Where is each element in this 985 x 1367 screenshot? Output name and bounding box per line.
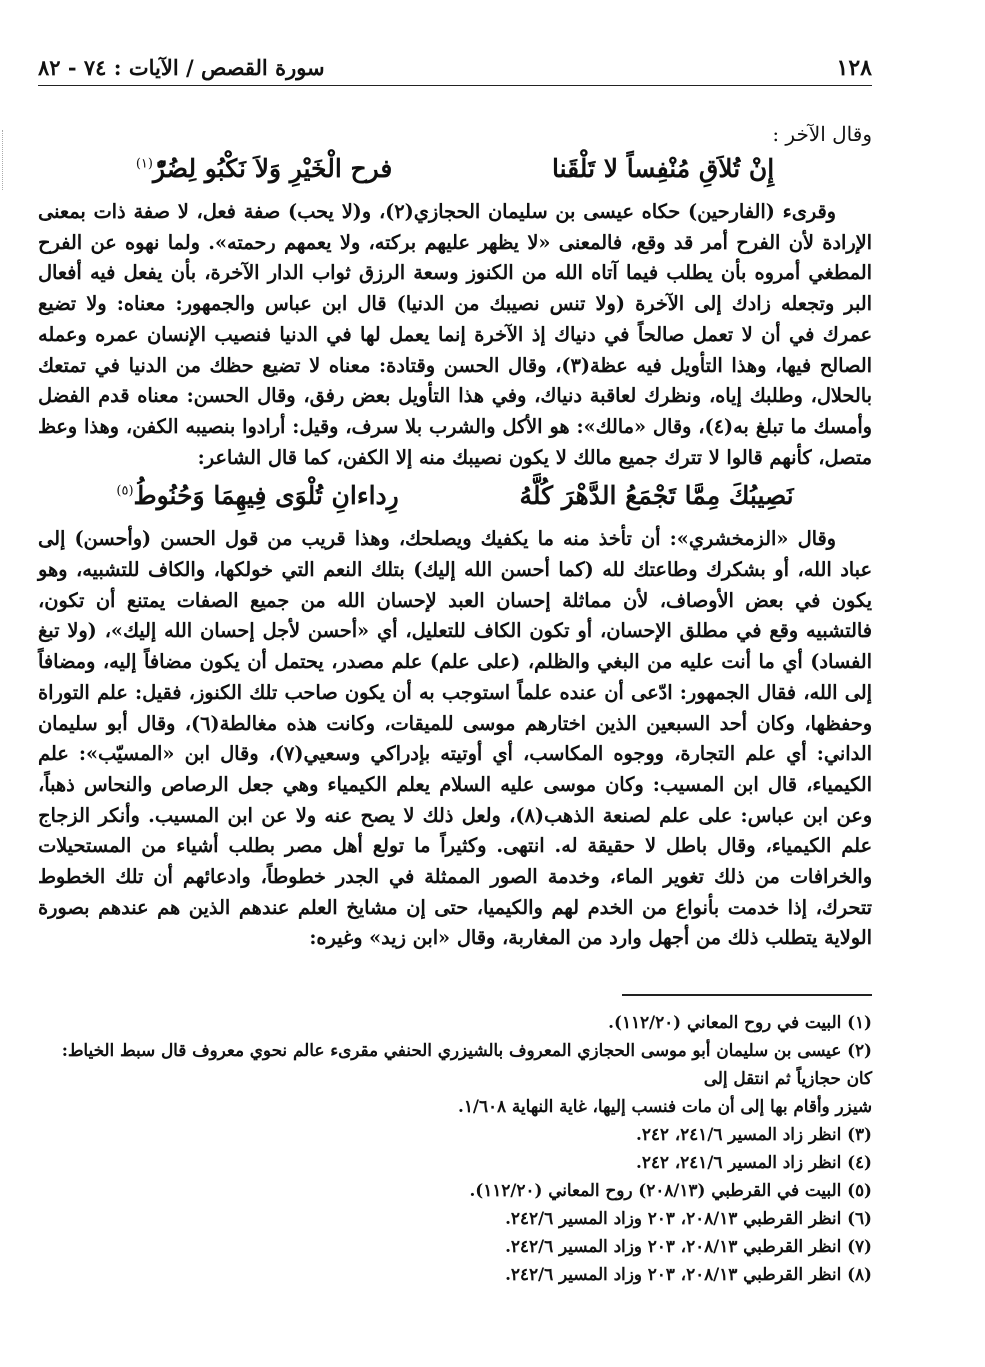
verse-2-second-hemistich bbox=[116, 481, 398, 510]
footnote-6: (٦) انظر القرطبي ٢٠٨/١٣، ٢٠٣ وزاد المسير ٢٤٢/٦. bbox=[505, 1208, 872, 1229]
paragraph-2-body bbox=[38, 524, 872, 954]
footnote-2-continuation: شيزر وأقام بها إلى أن مات فنسب إليها، غاية النهاية ١/٦٠٨. bbox=[458, 1096, 872, 1117]
footnote-separator bbox=[622, 994, 872, 996]
footnote-2 bbox=[38, 1036, 872, 1120]
p2-line: باطل لا حقيقة له. انتهى. وكثيراً ما تولع أهل مصر بطلب أشياء من المستحيلات والخرافات من ذلك تغوير الماء، وخدمة bbox=[38, 834, 872, 889]
footnote-8: (٨) انظر القرطبي ٢٠٨/١٣، ٢٠٣ وزاد المسير ٢٤٢/٦. bbox=[505, 1264, 872, 1285]
p2-line: وقال أبو سليمان الداني: أي علم التجارة، ووجوه المكاسب، أي أوتيته بإدراكي وسعيي(٧)، وقال ابن «المسيّب»: علم bbox=[38, 711, 873, 766]
poem-verse-2 bbox=[56, 481, 854, 510]
paragraph-1-body bbox=[38, 197, 872, 473]
p1-line: الفرح أمر قد وقع، فالمعنى «لا يظهر عليهم بركته، ولا يعمهم رحمته». ولما نهوه عن الفرح المطغي أمروه بأن يطلب فيما آتاه bbox=[38, 230, 872, 285]
footnote-1: (١) البيت في روح المعاني (١١٢/٢٠). bbox=[608, 1012, 872, 1033]
running-title: سورة القصص / الآيات : ٧٤ - ٨٢ bbox=[38, 55, 325, 80]
p2-line: بشكرك وطاعتك لله (كما أحسن الله إليك) بتلك النعم التي خولكها، والكاف للتشبيه، وهو يكون في بعض الأوصاف، bbox=[38, 558, 872, 612]
p1-line: كأنهم قالوا لا تترك جميع مالك لا يكون نصيبك منه إلا الكفن، كما قال الشاعر: bbox=[197, 445, 812, 469]
p1-line: الدنيا) قال ابن عباس والجمهور: معناه: ولا تضيع عمرك في أن لا تعمل صالحاً في دنياك إذ الآخرة إنما يعمل لها في الدنيا bbox=[38, 292, 872, 346]
paragraph-2 bbox=[38, 524, 872, 954]
verse-1-note: (١) bbox=[135, 156, 153, 172]
verse-1-first-hemistich: إِنْ تُلاَقِ مُنْفِساً لا تَلْقَنا bbox=[551, 154, 775, 183]
p1-line: الله من الكنوز وسعة الرزق ثواب الدار الآخرة، بأن يفعل فيه أفعال البر وتجعله زادك إلى الآخرة (ولا تنس نصيبك من bbox=[38, 261, 872, 316]
scan-edge-mark bbox=[2, 130, 6, 190]
p1-line: فنصيب الإنسان عمره وعمله الصالح فيها، وهذا التأويل فيه عظة(٣)، وقال الحسن وقتادة: معناه لا تضيع حظك من bbox=[38, 322, 873, 377]
footnote-4: (٤) انظر زاد المسير ٢٤١/٦، ٢٤٢. bbox=[636, 1152, 872, 1173]
verse-2-first-hemistich: نَصِيبُكَ مِمَّا تَجْمَعُ الدَّهْرَ كُلَّهُ bbox=[519, 481, 794, 511]
footnote-2-text: (٢) عيسى بن سليمان أبو موسى الحجازي المعروف بالشيزري الحنفي مقرىء عالم نحوي معروف قال سبط الخياط: كان حجازياً ثم انتقل إلى bbox=[61, 1040, 872, 1089]
footnote-5: (٥) البيت في القرطبي (٢٠٨/١٣) روح المعاني (١١٢/٢٠). bbox=[469, 1180, 872, 1201]
verse-intro: وقال الآخر : bbox=[772, 122, 872, 146]
poem-verse-1 bbox=[56, 154, 854, 183]
book-page bbox=[38, 55, 872, 1288]
footnote-7: (٧) انظر القرطبي ٢٠٨/١٣، ٢٠٣ وزاد المسير ٢٤٢/٦. bbox=[505, 1236, 872, 1257]
page-header bbox=[38, 55, 872, 86]
p2-line: عباس: على علم لصنعة الذهب(٨)، ولعل ذلك لا يصح عنه ولا عن ابن المسيب. وأنكر الزجاج علم الكيمياء، وقال bbox=[38, 803, 872, 858]
p2-line: وقال «الزمخشري»: أن تأخذ منه ما يكفيك ويصلحك، وهذا قريب من قول الحسن (وأحسن) إلى عباد الله، أو bbox=[38, 527, 872, 582]
verse-2-note: (٥) bbox=[116, 484, 134, 499]
p1-line: الدنيا في تمتعك بالحلال، وطلبك إياه، ونظرك لعاقبة دنياك، وفي هذا التأويل بعض رفق، وقال الحسن: معناه قدم الفضل bbox=[38, 353, 872, 408]
verse-2-second-text: رِداءانِ تُلْوَى فِيهِمَا وَحُنُوطُ bbox=[133, 481, 399, 511]
p2-line: تلك الكنوز، فقيل: علم التوراة وحفظها، وكان أحد السبعين الذين اختارهم موسى للميقات، وكانت هذه مغالطة(٦)، bbox=[38, 680, 873, 735]
paragraph-1 bbox=[38, 197, 872, 473]
p2-line: الصور الممثلة في الجدر خطوطاً، وادعائهم أن تلك الخطوط تتحرك، إذا خدمت بأنواع من الخدم لهم والكيميا، حتى إن bbox=[38, 865, 872, 919]
p2-line: لأن مماثلة إحسان العبد لإحسان الله من جميع الصفات يمتنع أن تكون، فالتشبيه وقع في مطلق الإحسان، أو تكون الكاف bbox=[38, 588, 872, 643]
footnotes bbox=[38, 1008, 872, 1288]
p1-line: وقرىء (الفارحين) حكاه عيسى بن سليمان الحجازي(٢)، و(لا يحب) صفة فعل، لا صفة ذات بمعنى الإرادة لأن bbox=[38, 200, 872, 254]
p1-line: وأمسك ما تبلغ به(٤)، وقال «مالك»: هو الأكل والشرب بلا سرف، وقيل: أرادوا بنصيبه الكفن، وهذا وعظ متصل، bbox=[38, 414, 872, 469]
p2-line: مشايخ العلم عندهم الذين هم عندهم بصورة الولاية يتطلب ذلك من أجهل وارد من المغاربة، وقال «ابن زيد» وغيره: bbox=[38, 895, 872, 950]
p2-line: مصدر، يحتمل أن يكون مضافاً إليه، ومضافاً إلى الله، فقال الجمهور: ادّعى أن عنده علماً استوجب به أن يكون صاحب bbox=[38, 650, 872, 704]
verse-1-second-hemistich bbox=[136, 154, 393, 183]
footnote-3: (٣) انظر زاد المسير ٢٤١/٦، ٢٤٢. bbox=[636, 1124, 872, 1145]
verse-1-second-text: فرح الْخَيْرِ وَلاَ نَكْبُو لِضُرّْ bbox=[152, 154, 393, 183]
p2-line: للتعليل، أي «أحسن لأجل إحسان الله إليك»، (ولا تبغ الفساد) أي ما أنت عليه من البغي والظلم، (على علم) علم bbox=[38, 619, 873, 674]
page-number: ١٢٨ bbox=[836, 55, 872, 81]
p2-line: الكيمياء، قال ابن المسيب: وكان موسى عليه السلام يعلم الكيمياء وهي جعل الرصاص والنحاس ذهباً، وعن ابن bbox=[38, 772, 873, 827]
